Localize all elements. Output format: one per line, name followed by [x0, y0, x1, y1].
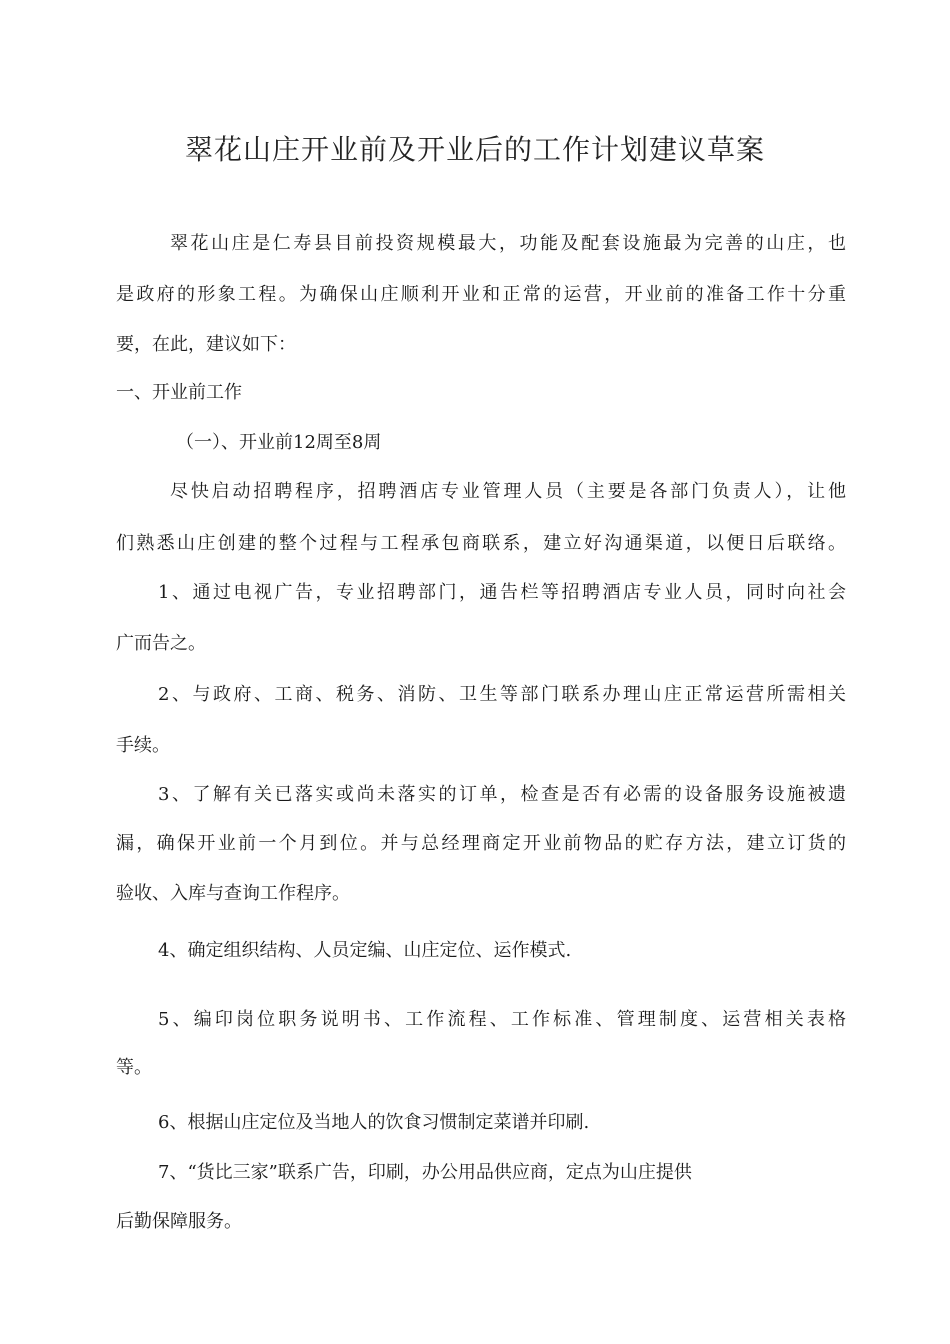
item-5-line-2: 等。 — [116, 1057, 152, 1078]
item-7-line-1: 7、“货比三家”联系广告，印刷，办公用品供应商，定点为山庄提供 — [158, 1162, 692, 1183]
intro-line-2: 是政府的形象工程。为确保山庄顺利开业和正常的运营，开业前的准备工作十分重 — [116, 284, 846, 305]
item-2-line-2: 手续。 — [116, 735, 170, 756]
section-heading: 一、开业前工作 — [116, 382, 242, 403]
item-2-line-1: 2、与政府、工商、税务、消防、卫生等部门联系办理山庄正常运营所需相关 — [158, 684, 846, 705]
document-title: 翠花山庄开业前及开业后的工作计划建议草案 — [184, 133, 765, 166]
item-4-line-1: 4、确定组织结构、人员定编、山庄定位、运作模式. — [158, 940, 572, 961]
subsection-intro-line-1: 尽快启动招聘程序，招聘酒店专业管理人员（主要是各部门负责人），让他 — [170, 481, 846, 502]
item-3-line-2: 漏，确保开业前一个月到位。并与总经理商定开业前物品的贮存方法，建立订货的 — [116, 833, 846, 854]
subsection-heading: （一）、开业前12周至8周 — [176, 432, 382, 453]
item-3-line-1: 3、了解有关已落实或尚未落实的订单，检查是否有必需的设备服务设施被遗 — [158, 784, 846, 805]
item-6-line-1: 6、根据山庄定位及当地人的饮食习惯制定菜谱并印刷. — [158, 1112, 590, 1133]
item-3-line-3: 验收、入库与查询工作程序。 — [116, 883, 350, 904]
intro-line-3: 要，在此，建议如下： — [116, 334, 296, 355]
item-7-line-2: 后勤保障服务。 — [116, 1211, 242, 1232]
item-1-line-1: 1、通过电视广告，专业招聘部门，通告栏等招聘酒店专业人员，同时向社会 — [158, 582, 846, 603]
item-5-line-1: 5、编印岗位职务说明书、工作流程、工作标准、管理制度、运营相关表格 — [158, 1009, 846, 1030]
intro-line-1: 翠花山庄是仁寿县目前投资规模最大，功能及配套设施最为完善的山庄，也 — [170, 233, 846, 254]
subsection-intro-line-2: 们熟悉山庄创建的整个过程与工程承包商联系，建立好沟通渠道，以便日后联络。 — [116, 533, 846, 554]
item-1-line-2: 广而告之。 — [116, 633, 206, 654]
